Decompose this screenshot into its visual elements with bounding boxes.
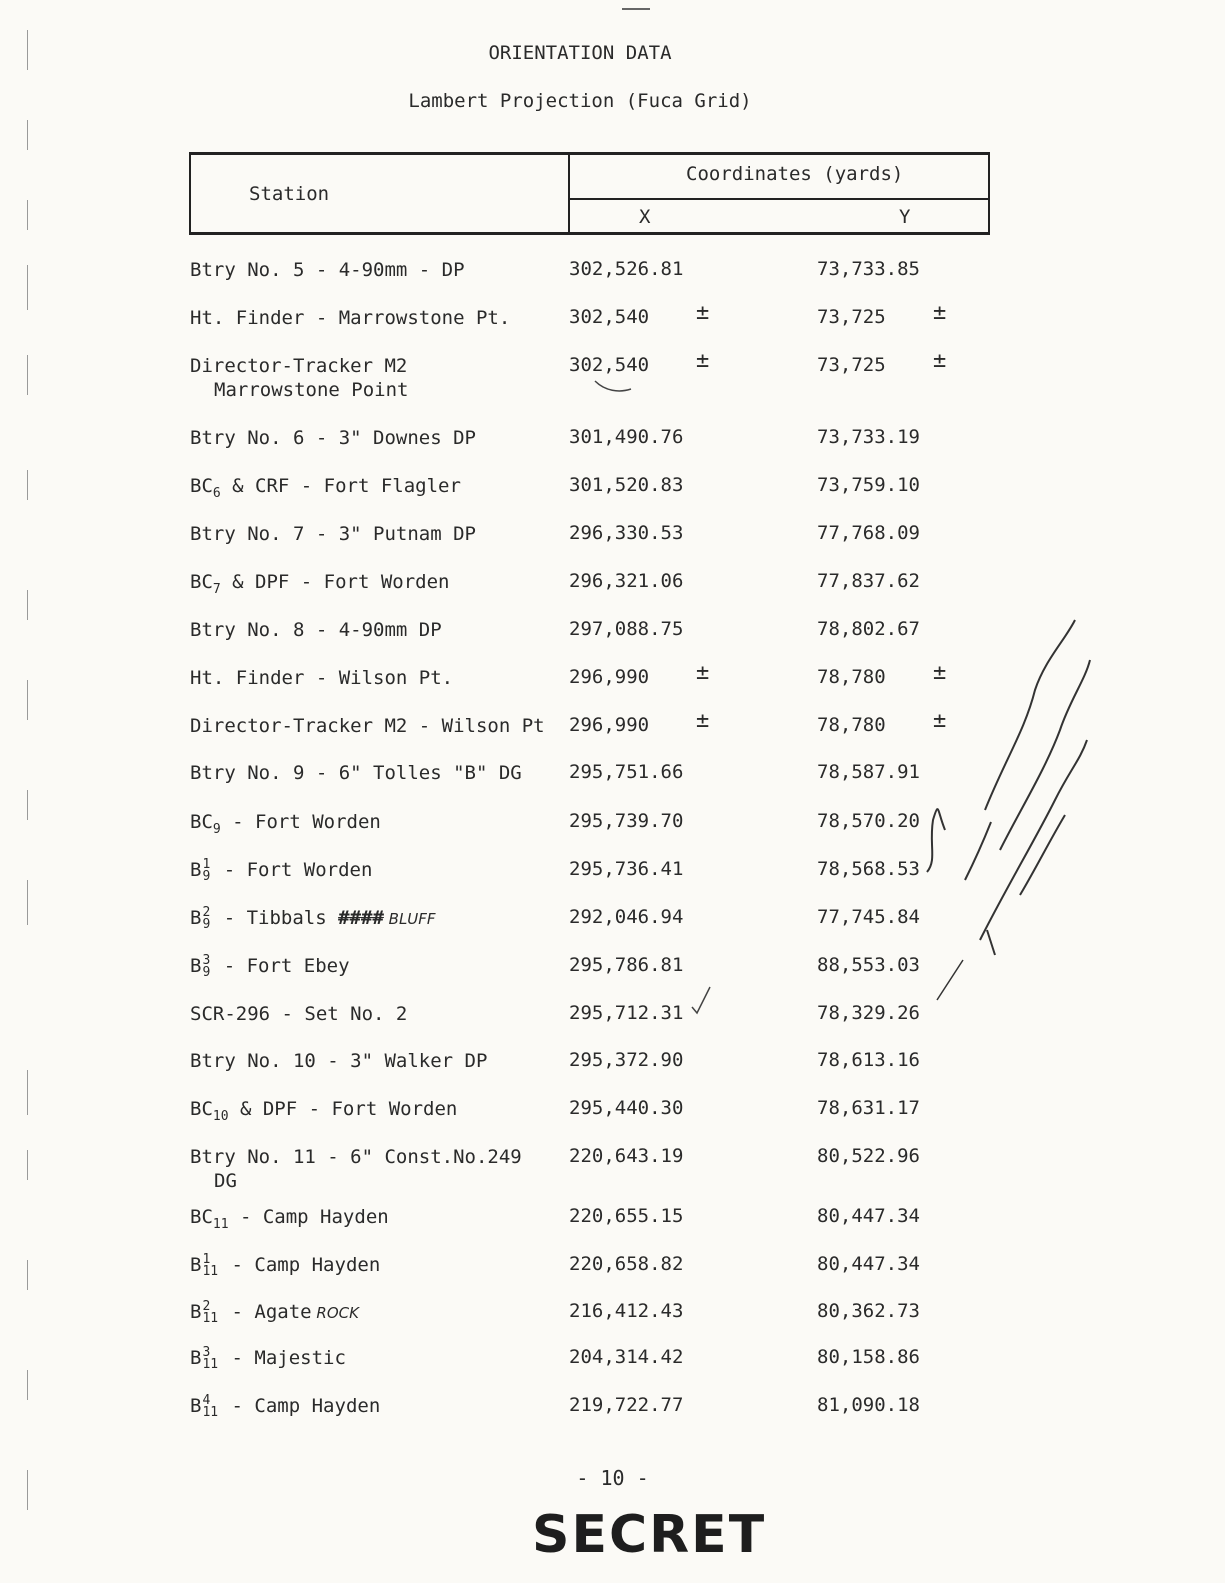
y-coordinate: 78,570.20 — [817, 810, 920, 832]
station-cell — [190, 570, 450, 602]
station-prefix: BC — [190, 1206, 213, 1228]
table-row — [0, 1049, 1225, 1095]
x-coordinate: 220,643.19 — [569, 1145, 684, 1167]
y-plus-minus: ± — [933, 708, 947, 733]
x-coordinate: 302,540 — [569, 306, 650, 328]
station-location: & DPF - Fort Worden — [220, 571, 450, 593]
station-prefix: B — [190, 1301, 202, 1323]
station-name — [190, 906, 436, 931]
station-name: Director-Tracker M2 - Wilson Pt — [190, 715, 545, 737]
y-coordinate: 78,780 — [817, 666, 886, 688]
station-prefix: BC — [190, 811, 213, 833]
y-coordinate: 80,522.96 — [817, 1145, 920, 1167]
x-coordinate: 296,330.53 — [569, 522, 684, 544]
x-coordinate: 296,990 — [569, 714, 650, 736]
station-cell — [190, 1346, 346, 1371]
y-coordinate: 73,733.19 — [817, 426, 920, 448]
station-cell — [190, 714, 545, 738]
station-name: Btry No. 5 - 4-90mm - DP — [190, 259, 465, 281]
station-superscript: 1 — [202, 856, 211, 872]
x-coordinate: 296,321.06 — [569, 570, 684, 592]
station-cell — [190, 1002, 407, 1026]
station-subscript: 9 — [202, 964, 211, 980]
x-coordinate: 204,314.42 — [569, 1346, 684, 1368]
y-coordinate: 78,780 — [817, 714, 886, 736]
station-index — [202, 1392, 219, 1420]
station-subscript: 10 — [212, 1108, 229, 1124]
station-cell — [190, 1394, 380, 1419]
station-superscript: 2 — [202, 904, 211, 920]
y-coordinate: 73,725 — [817, 354, 886, 376]
x-coordinate: 220,658.82 — [569, 1253, 684, 1275]
header-divider — [568, 155, 570, 232]
station-location: - Camp Hayden — [220, 1254, 381, 1276]
table-row — [0, 258, 1225, 304]
check-mark — [690, 985, 712, 1015]
struck-text: #### — [338, 907, 384, 929]
station-cell — [190, 474, 461, 506]
y-plus-minus: ± — [933, 348, 947, 373]
station-superscript: 3 — [202, 1344, 211, 1360]
station-prefix: B — [190, 955, 202, 977]
station-name-continued: DG — [214, 1170, 237, 1192]
y-plus-minus: ± — [933, 300, 947, 325]
station-subscript: 9 — [202, 916, 211, 932]
x-coordinate: 295,751.66 — [569, 761, 684, 783]
station-location: - Fort Worden — [212, 859, 373, 881]
table-row — [0, 474, 1225, 520]
table-header — [189, 152, 990, 235]
station-name: SCR-296 - Set No. 2 — [190, 1003, 408, 1025]
x-coordinate: 302,540 — [569, 354, 650, 376]
station-subscript: 7 — [212, 581, 221, 597]
station-name: Ht. Finder - Wilson Pt. — [190, 667, 454, 689]
table-row — [0, 1145, 1225, 1191]
x-coordinate: 296,990 — [569, 666, 650, 688]
column-header-x: X — [639, 206, 651, 228]
station-index — [202, 952, 211, 980]
station-location: & CRF - Fort Flagler — [220, 475, 461, 497]
y-coordinate: 73,759.10 — [817, 474, 920, 496]
table-row — [0, 522, 1225, 568]
station-prefix: B — [190, 1254, 202, 1276]
station-cell — [190, 954, 350, 979]
station-subscript: 11 — [202, 1310, 219, 1326]
x-plus-minus: ± — [696, 348, 710, 373]
x-coordinate: 219,722.77 — [569, 1394, 684, 1416]
y-coordinate: 78,613.16 — [817, 1049, 920, 1071]
top-dash — [622, 8, 650, 10]
y-coordinate: 73,733.85 — [817, 258, 920, 280]
x-coordinate: 302,526.81 — [569, 258, 684, 280]
station-location: - Camp Hayden — [228, 1206, 389, 1228]
station-cell — [190, 1097, 457, 1129]
station-cell — [190, 1145, 522, 1193]
y-coordinate: 77,745.84 — [817, 906, 920, 928]
y-coordinate: 88,553.03 — [817, 954, 920, 976]
station-name — [190, 1205, 389, 1237]
station-subscript: 6 — [212, 485, 221, 501]
station-name — [190, 1300, 359, 1325]
x-coordinate: 295,712.31 — [569, 1002, 684, 1024]
station-name — [190, 1097, 457, 1129]
station-name: Btry No. 9 - 6" Tolles "B" DG — [190, 762, 522, 784]
table-row — [0, 1205, 1225, 1251]
station-prefix: BC — [190, 571, 213, 593]
column-header-y: Y — [899, 206, 911, 228]
station-name: Btry No. 8 - 4-90mm DP — [190, 619, 442, 641]
x-coordinate: 295,440.30 — [569, 1097, 684, 1119]
station-subscript: 11 — [202, 1263, 219, 1279]
table-row — [0, 1346, 1225, 1392]
station-prefix: B — [190, 1395, 202, 1417]
y-coordinate: 80,158.86 — [817, 1346, 920, 1368]
x-coordinate: 297,088.75 — [569, 618, 684, 640]
y-coordinate: 80,362.73 — [817, 1300, 920, 1322]
header-divider — [568, 198, 988, 200]
station-name-continued: Marrowstone Point — [214, 379, 409, 401]
x-plus-minus: ± — [696, 660, 710, 685]
x-coordinate: 292,046.94 — [569, 906, 684, 928]
station-name: Btry No. 6 - 3" Downes DP — [190, 427, 476, 449]
table-row — [0, 1394, 1225, 1440]
y-coordinate: 81,090.18 — [817, 1394, 920, 1416]
station-cell — [190, 306, 510, 330]
y-coordinate: 78,802.67 — [817, 618, 920, 640]
station-name: Btry No. 7 - 3" Putnam DP — [190, 523, 476, 545]
x-coordinate: 295,786.81 — [569, 954, 684, 976]
station-prefix: BC — [190, 475, 213, 497]
station-name — [190, 1253, 380, 1278]
handwritten-correction: BLUFF — [383, 910, 436, 928]
document-title: ORIENTATION DATA — [488, 42, 672, 64]
station-cell — [190, 522, 476, 546]
station-name: Director-Tracker M2 — [190, 355, 408, 377]
station-name: Btry No. 10 - 3" Walker DP — [190, 1050, 488, 1072]
station-location: - Camp Hayden — [220, 1395, 381, 1417]
station-location: - Fort Ebey — [212, 955, 350, 977]
column-header-coordinates: Coordinates (yards) — [686, 163, 904, 185]
station-subscript: 9 — [202, 868, 211, 884]
station-subscript: 11 — [202, 1404, 219, 1420]
handwritten-annotation — [925, 610, 1095, 1010]
station-cell — [190, 1205, 389, 1237]
page-number: - 10 - — [576, 1466, 649, 1490]
station-name — [190, 474, 461, 506]
station-superscript: 2 — [202, 1298, 211, 1314]
margin-mark — [27, 120, 28, 150]
x-coordinate: 295,372.90 — [569, 1049, 684, 1071]
y-coordinate: 78,568.53 — [817, 858, 920, 880]
x-coordinate: 301,520.83 — [569, 474, 684, 496]
station-prefix: BC — [190, 1098, 213, 1120]
station-superscript: 4 — [202, 1392, 211, 1408]
station-cell — [190, 354, 408, 402]
x-coordinate: 301,490.76 — [569, 426, 684, 448]
y-coordinate: 80,447.34 — [817, 1205, 920, 1227]
table-row — [0, 426, 1225, 472]
x-coordinate: 216,412.43 — [569, 1300, 684, 1322]
x-coordinate: 295,739.70 — [569, 810, 684, 832]
station-index — [202, 1251, 219, 1279]
station-cell — [190, 810, 381, 842]
station-prefix: B — [190, 859, 202, 881]
y-coordinate: 77,837.62 — [817, 570, 920, 592]
station-superscript: 1 — [202, 1251, 211, 1267]
y-coordinate: 78,631.17 — [817, 1097, 920, 1119]
station-superscript: 3 — [202, 952, 211, 968]
station-name: Ht. Finder - Marrowstone Pt. — [190, 307, 511, 329]
station-prefix: B — [190, 907, 202, 929]
station-subscript: 9 — [212, 821, 221, 837]
station-name — [190, 1394, 380, 1419]
y-coordinate: 77,768.09 — [817, 522, 920, 544]
station-prefix: B — [190, 1347, 202, 1369]
station-cell — [190, 858, 372, 883]
x-plus-minus: ± — [696, 708, 710, 733]
y-coordinate: 78,587.91 — [817, 761, 920, 783]
station-name: Btry No. 11 - 6" Const.No.249 — [190, 1146, 522, 1168]
underline-mark — [593, 375, 633, 395]
table-row — [0, 1300, 1225, 1346]
station-cell — [190, 1300, 359, 1325]
y-coordinate: 73,725 — [817, 306, 886, 328]
station-cell — [190, 618, 442, 642]
station-name — [190, 570, 450, 602]
station-cell — [190, 906, 436, 931]
station-cell — [190, 666, 453, 690]
station-cell — [190, 1253, 380, 1278]
station-cell — [190, 426, 476, 450]
table-row — [0, 1097, 1225, 1143]
station-location: - Agate — [220, 1301, 312, 1323]
station-name — [190, 858, 372, 883]
y-coordinate: 80,447.34 — [817, 1253, 920, 1275]
station-subscript: 11 — [212, 1216, 229, 1232]
column-header-station: Station — [249, 183, 330, 205]
document-subtitle: Lambert Projection (Fuca Grid) — [408, 90, 752, 112]
x-plus-minus: ± — [696, 300, 710, 325]
station-location: - Tibbals — [212, 907, 339, 929]
y-coordinate: 78,329.26 — [817, 1002, 920, 1024]
y-plus-minus: ± — [933, 660, 947, 685]
station-name — [190, 954, 350, 979]
x-coordinate: 220,655.15 — [569, 1205, 684, 1227]
station-cell — [190, 258, 465, 282]
secret-stamp: SECRET — [532, 1505, 767, 1565]
station-location: & DPF - Fort Worden — [228, 1098, 458, 1120]
station-location: - Majestic — [220, 1347, 346, 1369]
station-name — [190, 1346, 346, 1371]
station-name — [190, 810, 381, 842]
table-row — [0, 1253, 1225, 1299]
station-cell — [190, 1049, 487, 1073]
table-row — [0, 300, 1225, 352]
station-subscript: 11 — [202, 1356, 219, 1372]
margin-mark — [27, 200, 28, 230]
station-location: - Fort Worden — [220, 811, 381, 833]
x-coordinate: 295,736.41 — [569, 858, 684, 880]
station-index — [202, 904, 211, 932]
station-index — [202, 856, 211, 884]
station-index — [202, 1344, 219, 1372]
station-index — [202, 1298, 219, 1326]
station-cell — [190, 761, 522, 785]
handwritten-correction: ROCK — [311, 1304, 359, 1322]
